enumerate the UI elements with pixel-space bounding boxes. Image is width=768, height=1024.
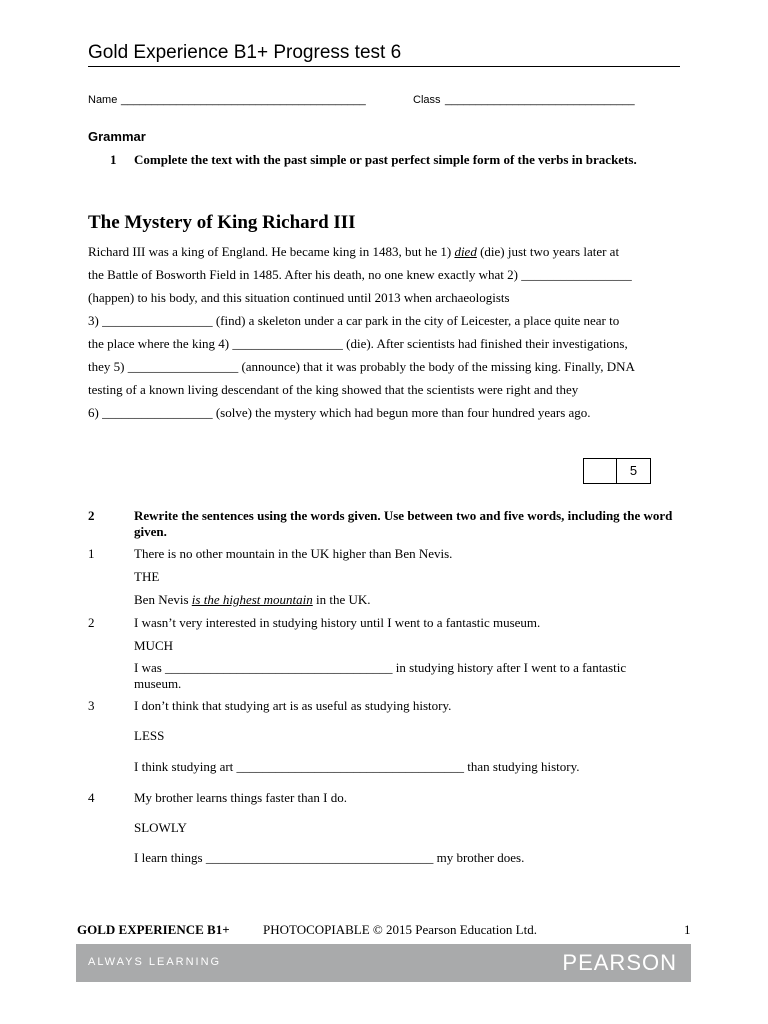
item-4-rewrite[interactable]: I learn things ___________________________________ my brother does. <box>134 850 525 865</box>
item-3-keyword: LESS <box>134 728 165 743</box>
question-2-instruction: Rewrite the sentences using the words given. Use between two and five words, including the word given. <box>134 508 673 539</box>
item-1-sentence: There is no other mountain in the UK higher than Ben Nevis. <box>134 546 453 561</box>
example-answer: died <box>454 244 477 259</box>
item-3-number: 3 <box>88 698 95 713</box>
score-max: 5 <box>616 458 651 484</box>
story-line-5: the place where the king 4) _________________ (die). After scientists had finished their investigations, <box>88 336 628 351</box>
item-1-keyword: THE <box>134 569 160 584</box>
item-1-answer: is the highest mountain <box>191 592 313 607</box>
name-label: Name <box>88 94 118 106</box>
item-3-sentence: I don’t think that studying art is as useful as studying history. <box>134 698 452 713</box>
name-field[interactable]: ________________________________________ <box>121 94 366 106</box>
story-title: The Mystery of King Richard III <box>88 212 356 233</box>
item-4-sentence: My brother learns things faster than I do. <box>134 790 348 805</box>
class-field[interactable]: _______________________________ <box>445 94 635 106</box>
item-2-number: 2 <box>88 615 95 630</box>
footer-book-title: GOLD EXPERIENCE B1+ <box>77 922 230 937</box>
pearson-logo: PEARSON <box>562 950 677 975</box>
title-divider <box>88 66 680 67</box>
story-line-1: Richard III was a king of England. He became king in 1483, but he 1) died (die) just two years later at <box>88 244 620 259</box>
item-1-rewrite: Ben Nevis is the highest mountain in the UK. <box>134 592 371 607</box>
section-heading-grammar: Grammar <box>88 129 146 144</box>
question-1-number: 1 <box>110 152 117 167</box>
item-2-rewrite[interactable]: I was ___________________________________ in studying history after I went to a fantastic museum. <box>134 660 627 691</box>
story-line-3: (happen) to his body, and this situation continued until 2013 when archaeologists <box>88 290 510 305</box>
story-line-8: 6) _________________ (solve) the mystery which had begun more than four hundred years ago. <box>88 405 591 420</box>
brand-tagline: ALWAYS LEARNING <box>88 956 222 968</box>
item-2-sentence: I wasn’t very interested in studying history until I went to a fantastic museum. <box>134 615 541 630</box>
page-number: 1 <box>684 922 691 937</box>
page-title: Gold Experience B1+ Progress test 6 <box>88 42 402 63</box>
story-line-2: the Battle of Bosworth Field in 1485. After his death, no one knew exactly what 2) _________________ <box>88 267 632 282</box>
item-2-keyword: MUCH <box>134 638 174 653</box>
footer-copyright: PHOTOCOPIABLE © 2015 Pearson Education Ltd. <box>263 922 537 937</box>
brand-bar <box>76 944 691 982</box>
class-label: Class <box>413 94 441 106</box>
question-2-number: 2 <box>88 508 95 523</box>
item-1-number: 1 <box>88 546 95 561</box>
item-4-number: 4 <box>88 790 95 805</box>
question-1-instruction: Complete the text with the past simple or past perfect simple form of the verbs in brackets. <box>134 152 637 167</box>
score-input-box[interactable] <box>583 458 617 484</box>
item-3-rewrite[interactable]: I think studying art ___________________________________ than studying history. <box>134 759 580 774</box>
story-line-7: testing of a known living descendant of the king showed that the scientists were right and they <box>88 382 579 397</box>
story-line-4: 3) _________________ (find) a skeleton under a car park in the city of Leicester, a place quite near to <box>88 313 620 328</box>
story-text <box>88 240 688 424</box>
story-line-6: they 5) _________________ (announce) that it was probably the body of the missing king. Finally, DNA <box>88 359 635 374</box>
item-4-keyword: SLOWLY <box>134 820 187 835</box>
